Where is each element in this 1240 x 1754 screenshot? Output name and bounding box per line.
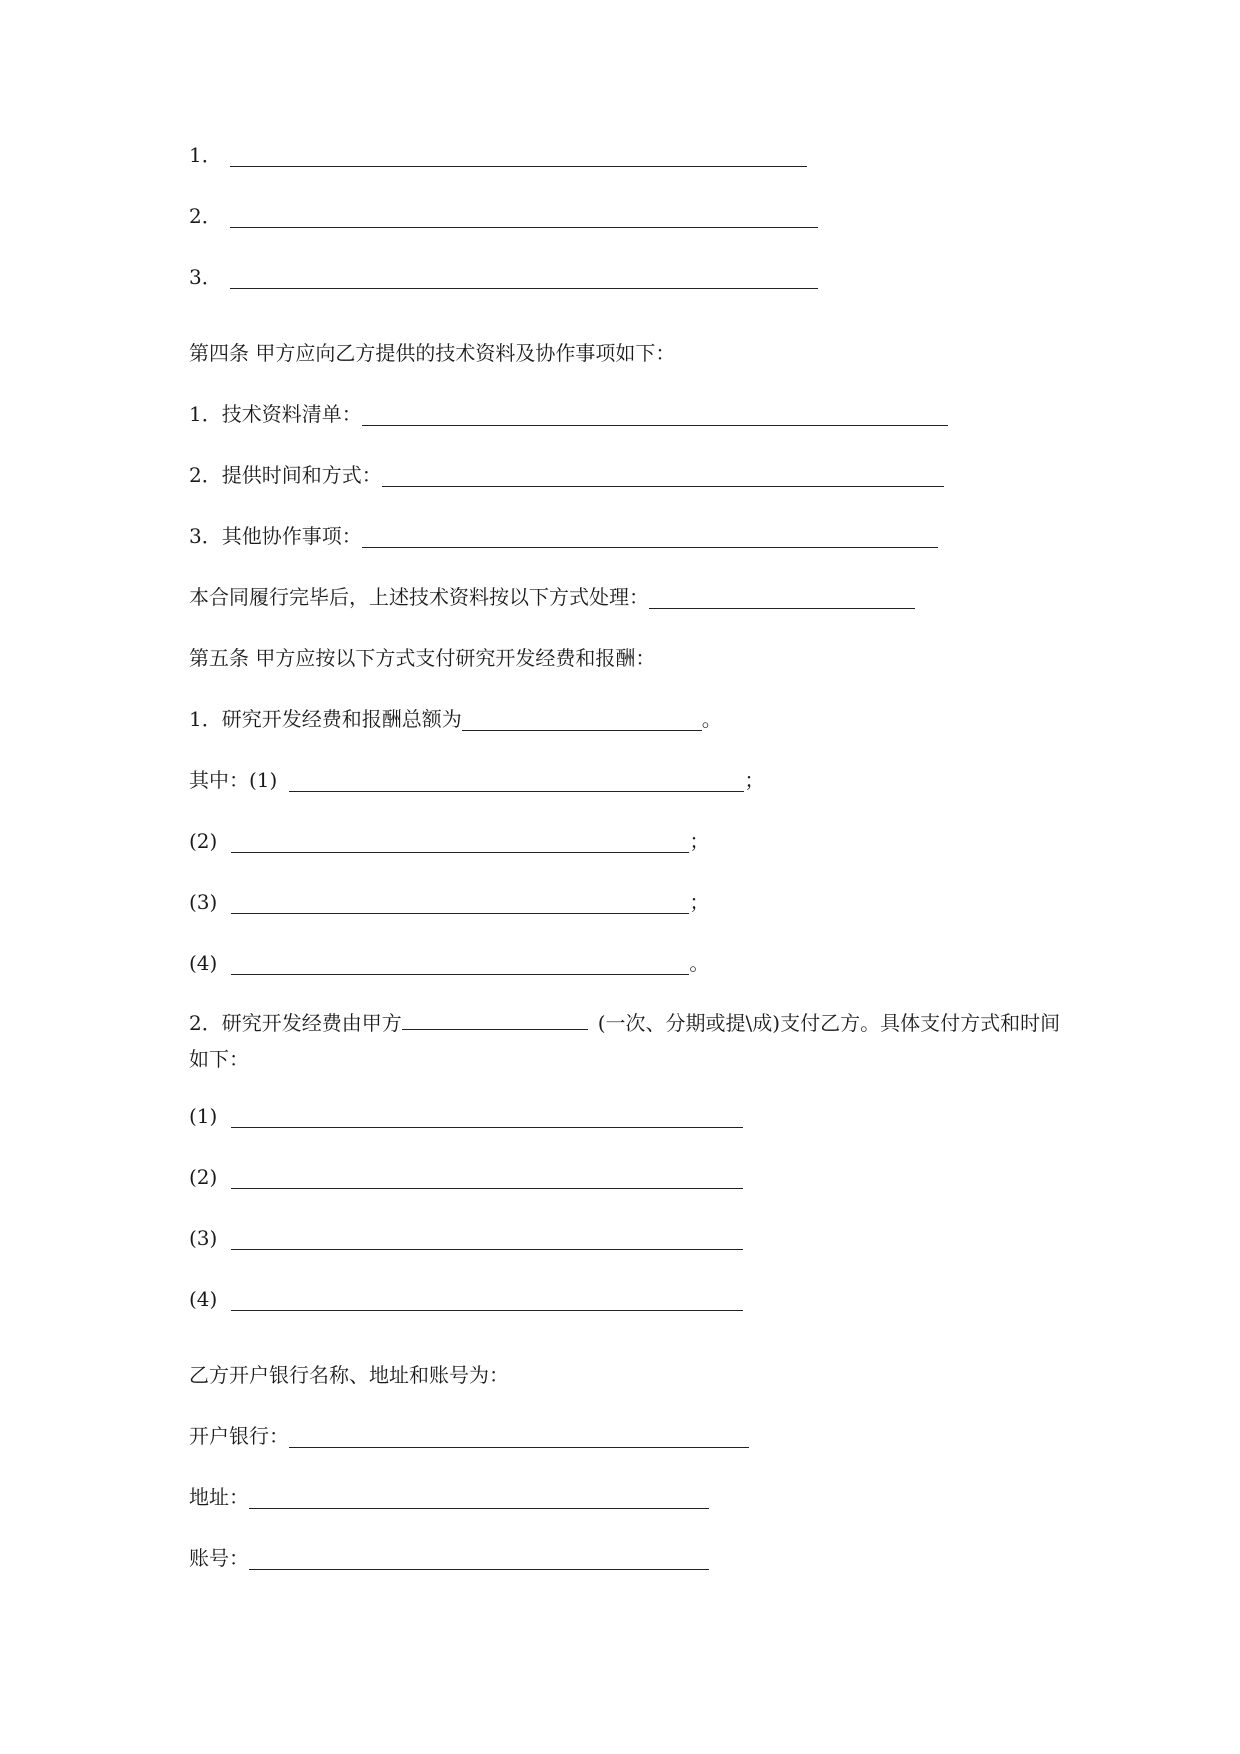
- post-contract-handling: [189, 582, 915, 612]
- breakdown-2: [189, 826, 709, 856]
- article-5-item-2: [189, 1005, 1069, 1077]
- field-label: 2．研究开发经费由甲方: [189, 1011, 402, 1035]
- item-number: 3．: [189, 265, 222, 289]
- field-label: 2．提供时间和方式：: [189, 463, 382, 487]
- payment-4: [189, 1284, 743, 1314]
- article-text: 第五条 甲方应按以下方式支付研究开发经费和报酬：: [189, 646, 656, 670]
- bank-address-blank[interactable]: [249, 1486, 709, 1509]
- fill-blank[interactable]: [362, 525, 938, 548]
- fill-blank[interactable]: [231, 1288, 743, 1311]
- field-label: 账号：: [189, 1546, 249, 1570]
- payment-3: [189, 1223, 743, 1253]
- bank-name-blank[interactable]: [289, 1425, 749, 1448]
- fill-blank[interactable]: [231, 1166, 743, 1189]
- item-number: 2．: [189, 204, 222, 228]
- article-5-item-1: [189, 704, 722, 734]
- bank-account-blank[interactable]: [249, 1547, 709, 1570]
- fill-blank[interactable]: [289, 769, 744, 792]
- article-4-item-3: [189, 521, 938, 551]
- field-label: (1): [189, 1104, 218, 1128]
- payment-method-text: (一次、分期或提\成)支付乙方。具体支付方式和时间如下：: [189, 1011, 1061, 1071]
- bank-intro-text: 乙方开户银行名称、地址和账号为：: [189, 1363, 509, 1387]
- article-4-item-2: [189, 460, 944, 490]
- breakdown-4: [189, 948, 709, 978]
- bank-account-row: [189, 1543, 709, 1573]
- field-label: 地址：: [189, 1485, 249, 1509]
- fill-blank[interactable]: [649, 586, 915, 609]
- fill-blank[interactable]: [362, 403, 948, 426]
- field-label: (2): [189, 829, 218, 853]
- field-label: 开户银行：: [189, 1424, 289, 1448]
- field-label: (2): [189, 1165, 218, 1189]
- article-text: 第四条 甲方应向乙方提供的技术资料及协作事项如下：: [189, 341, 676, 365]
- punctuation: ；: [744, 768, 765, 792]
- article-4-heading: [189, 338, 675, 368]
- fill-blank[interactable]: [230, 205, 818, 228]
- fill-blank[interactable]: [230, 144, 807, 167]
- fill-blank[interactable]: [462, 708, 702, 731]
- punctuation: ；: [689, 829, 710, 853]
- fill-blank[interactable]: [382, 464, 944, 487]
- field-label: 本合同履行完毕后，上述技术资料按以下方式处理：: [189, 585, 649, 609]
- field-label: (3): [189, 1226, 218, 1250]
- field-label: (3): [189, 890, 218, 914]
- fill-blank[interactable]: [230, 266, 818, 289]
- field-label: 其中：(1): [189, 768, 278, 792]
- field-label: 1．技术资料清单：: [189, 402, 362, 426]
- field-label: (4): [189, 1287, 218, 1311]
- fill-blank[interactable]: [402, 1007, 588, 1030]
- punctuation: 。: [701, 707, 722, 731]
- item-1: [189, 140, 807, 170]
- article-4-item-1: [189, 399, 948, 429]
- punctuation: ；: [689, 890, 710, 914]
- fill-blank[interactable]: [231, 1105, 743, 1128]
- item-3: [189, 262, 818, 292]
- bank-address-row: [189, 1482, 709, 1512]
- field-label: 1．研究开发经费和报酬总额为: [189, 707, 462, 731]
- fill-blank[interactable]: [231, 1227, 743, 1250]
- payment-1: [189, 1101, 743, 1131]
- fill-blank[interactable]: [231, 830, 689, 853]
- fill-blank[interactable]: [231, 891, 689, 914]
- bank-intro: [189, 1360, 509, 1390]
- breakdown-3: [189, 887, 709, 917]
- punctuation: 。: [689, 951, 710, 975]
- payment-2: [189, 1162, 743, 1192]
- breakdown-1: [189, 765, 764, 795]
- item-number: 1．: [189, 143, 222, 167]
- bank-name-row: [189, 1421, 749, 1451]
- field-label: 3．其他协作事项：: [189, 524, 362, 548]
- article-5-heading: [189, 643, 655, 673]
- field-label: (4): [189, 951, 218, 975]
- item-2: [189, 201, 818, 231]
- fill-blank[interactable]: [231, 952, 689, 975]
